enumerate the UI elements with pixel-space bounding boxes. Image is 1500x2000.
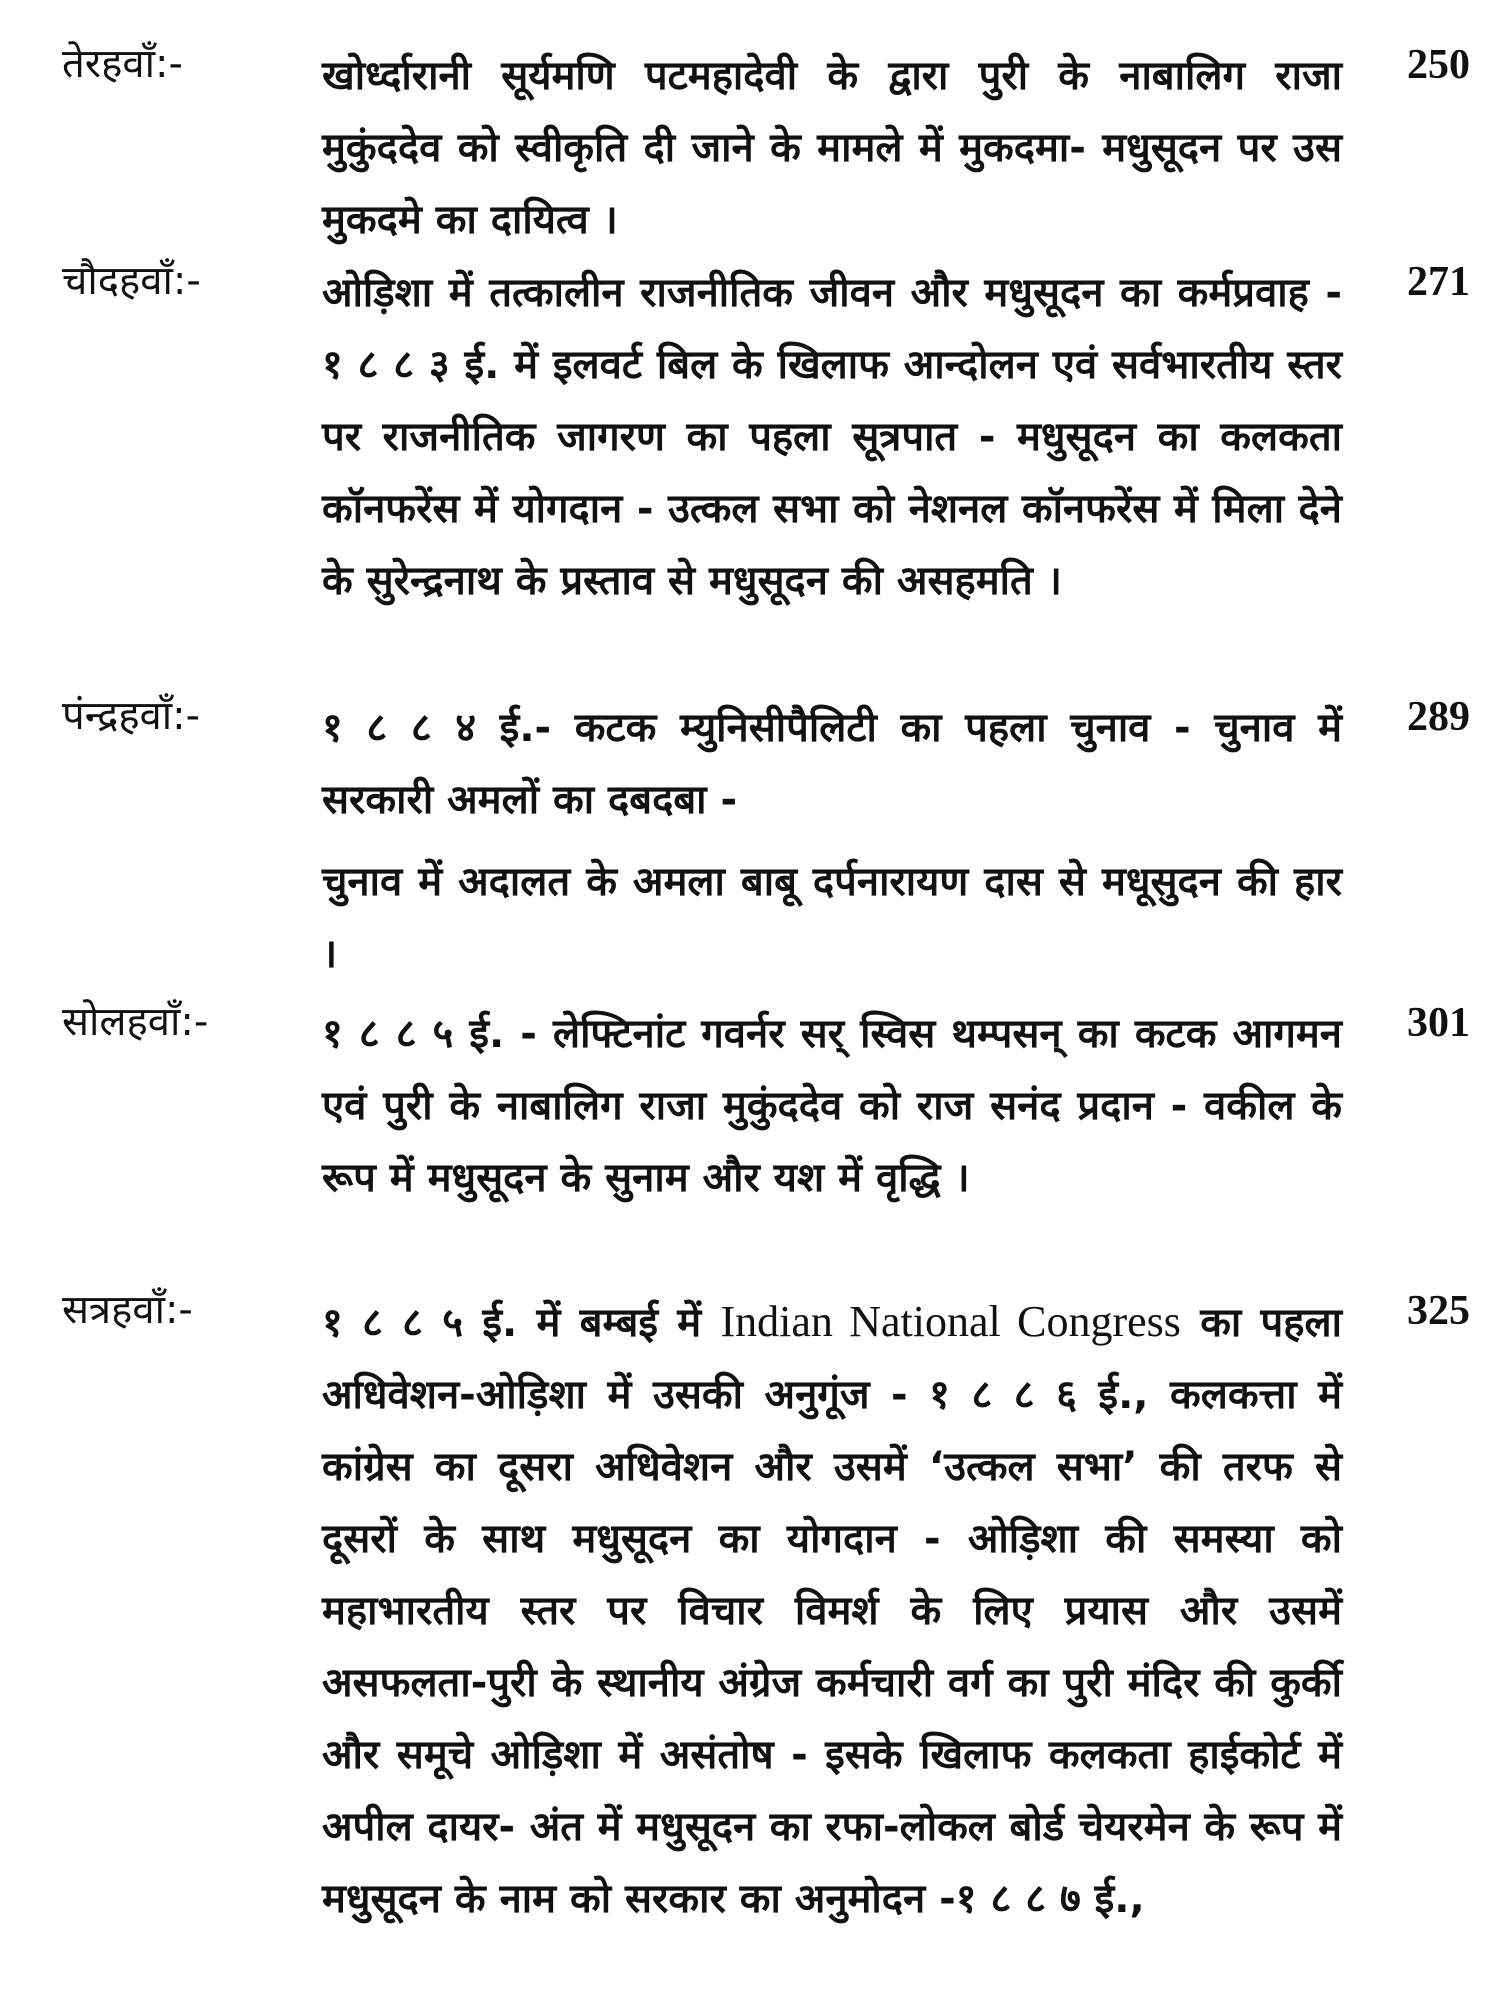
chapter-description — [322, 692, 1342, 990]
chapter-description — [322, 40, 1342, 256]
description-text-after-english: का पहला अधिवेशन-ओड़िशा में उसकी अनुगूंज - १ ८ ८ ६ ई., कलकत्ता में कांग्रेस का दूसरा अधिवेशन और उसमें ‘उत्कल सभा’ की तरफ से दूसरों के साथ मधुसूदन का योगदान - ओड़िशा की समस्या को महाभारतीय स्तर पर विचार विमर्श के लिए प्रयास और उसमें असफलता-पुरी के स्थानीय अंग्रेज कर्मचारी वर्ग का पुरी मंदिर की कुर्की और समूचे ओड़िशा में असंतोष - इसके खिलाफ कलकता हाईकोर्ट में अपील दायर- अंत में मधुसूदन का रफा-लोकल बोर्ड चेयरमेन के रूप में मधुसूदन के नाम को सरकार का अनुमोदन -१ ८ ८ ७ ई., — [322, 1300, 1342, 1922]
description-text-before-english: १ ८ ८ ५ ई. में बम्बई में — [322, 1300, 721, 1346]
chapter-label: सोलहवाँ:- — [62, 999, 209, 1045]
page-number: 271 — [1407, 259, 1470, 305]
page-number: 250 — [1407, 42, 1470, 88]
chapter-description-paragraph: १ ८ ८ ४ ई.- कटक म्युनिसीपैलिटी का पहला चुनाव - चुनाव में सरकारी अमलों का दबदबा - — [322, 705, 1342, 823]
chapter-description-paragraph: चुनाव में अदालत के अमला बाबू दर्पनारायण दास से मधूसुदन की हार । — [322, 859, 1342, 977]
chapter-description-paragraph: खोर्ध्दारानी सूर्यमणि पटमहादेवी के द्वारा पुरी के नाबालिग राजा मुकुंददेव को स्वीकृति दी जाने के मामले में मुकदमा- मधुसूदन पर उस मुकदमे का दायित्व । — [322, 53, 1342, 243]
chapter-description — [322, 998, 1342, 1214]
chapter-description — [322, 257, 1342, 617]
chapter-description-paragraph: १ ८ ८ ५ ई. - लेफ्टिनांट गवर्नर सर् स्विस थम्पसन् का कटक आगमन एवं पुरी के नाबालिग राजा मुकुंददेव को राज सनंद प्रदान - वकील के रूप में मधुसूदन के सुनाम और यश में वृद्धि । — [322, 1011, 1342, 1201]
chapter-description-paragraph — [322, 1286, 1342, 1935]
chapter-label: पंन्द्रहवाँ:- — [62, 693, 201, 739]
chapter-description-paragraph: ओड़िशा में तत्कालीन राजनीतिक जीवन और मधुसूदन का कर्मप्रवाह - १ ८ ८ ३ ई. में इलवर्ट बिल के खिलाफ आन्दोलन एवं सर्वभारतीय स्तर पर राजनीतिक जागरण का पहला सूत्रपात - मधुसूदन का कलकता कॉनफरेंस में योगदान - उत्कल सभा को नेशनल कॉनफरेंस में मिला देने के सुरेन्द्रनाथ के प्रस्ताव से मधुसूदन की असहमति । — [322, 270, 1342, 604]
page-number: 325 — [1407, 1288, 1470, 1334]
page-number: 289 — [1407, 694, 1470, 740]
chapter-label: सत्रहवाँ:- — [62, 1287, 193, 1333]
page-number: 301 — [1407, 1000, 1470, 1046]
english-text: Indian National Congress — [720, 1297, 1181, 1346]
chapter-label: चौदहवाँ:- — [62, 258, 201, 304]
chapter-description — [322, 1286, 1342, 1935]
chapter-label: तेरहवाँ:- — [62, 41, 183, 87]
